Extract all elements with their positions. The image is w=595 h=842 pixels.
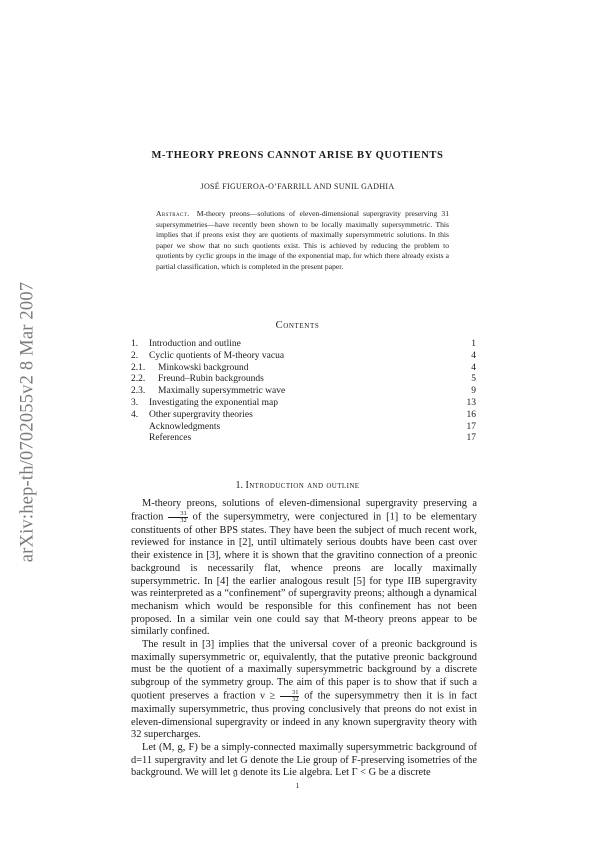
toc-entry[interactable] [131, 351, 476, 363]
toc-entry-label: Freund–Rubin backgrounds [158, 374, 264, 385]
abstract [156, 209, 449, 273]
toc-entry[interactable] [131, 433, 476, 445]
toc-entry-number [131, 422, 149, 434]
toc-entry-page: 9 [471, 386, 476, 397]
paragraph [131, 639, 477, 742]
toc-entry-page: 16 [466, 409, 476, 420]
toc-entry-label: Acknowledgments [149, 421, 221, 432]
toc-entry-page: 4 [471, 362, 476, 373]
arxiv-id: arXiv:hep-th/0702055v2 8 Mar 2007 [17, 281, 38, 563]
section-heading [0, 480, 595, 491]
table-of-contents [131, 339, 476, 445]
toc-entry-page: 5 [471, 374, 476, 385]
toc-entry[interactable] [131, 339, 476, 351]
toc-entry-label: Minkowski background [158, 362, 249, 373]
toc-entry-number: 3. [131, 397, 139, 408]
toc-entry-page: 17 [466, 433, 476, 444]
paragraph-text: Let (M, g, F) be a simply-connected maximally supersymmetric background of d=11 supergravity and let G denote the Lie group of F-preserving isometries of the background. We will let 𝔤 denote its Lie algebra. Let Γ < G be a discrete [131, 741, 477, 779]
toc-entry-label: Cyclic quotients of M-theory vacua [149, 350, 285, 361]
arxiv-stamp [8, 262, 48, 582]
body-text [131, 498, 477, 780]
toc-entry-number: 2. [131, 350, 139, 361]
fraction-numerator: 31 [280, 690, 300, 698]
fraction-numerator: 31 [168, 511, 188, 519]
abstract-text: M-theory preons—solutions of eleven-dimensional supergravity preserving 31 supersymmetries—have recently been shown to be locally maximally supersymmetric. This implies that if preons exist they are quotients of maximally supersymmetric solutions. In this paper we show that no such quotients exist. This is achieved by reducing the problem to quotients by cyclic groups in the image of the exponential map, for which there already exists a partial classification, which is completed in the present paper. [156, 209, 449, 271]
toc-entry[interactable] [131, 374, 476, 386]
toc-entry-page: 17 [466, 421, 476, 432]
page-number: 1 [295, 781, 300, 790]
toc-entry-number: 2.2. [131, 374, 146, 385]
toc-entry[interactable] [131, 422, 476, 434]
fraction [168, 511, 188, 525]
paragraph-text: of the supersymmetry then it is in fact maximally supersymmetric, thus proving conclusively that preons do not exist in eleven-dimensional supergravity or indeed in any known supergravity theory with 32 supercharges. [131, 690, 477, 741]
toc-entry-label: References [149, 433, 192, 444]
toc-entry-page: 13 [466, 397, 476, 408]
contents-title: Contents [275, 320, 320, 331]
toc-entry-label: Maximally supersymmetric wave [158, 386, 286, 397]
toc-entry-number: 2.1. [131, 362, 146, 373]
section-title: Introduction and outline [245, 480, 360, 491]
paragraph [131, 498, 477, 639]
abstract-heading: Abstract. [156, 209, 190, 218]
toc-entry-number: 4. [131, 409, 139, 420]
toc-entry[interactable] [131, 410, 476, 422]
fraction [280, 690, 300, 704]
toc-entry-label: Introduction and outline [149, 339, 241, 349]
paragraph [131, 742, 477, 780]
paragraph-text: The result in [3] implies that the universal cover of a preonic background is maximally supersymmetric or, equivalently, that the putative preonic background must be the quotient of a maximally supersymmetric background by a discrete subgroup of the symmetry group. The aim of this paper is to show that if such a quotient preserves a fraction ν ≥ [131, 639, 477, 702]
toc-entry-number [131, 433, 149, 445]
toc-entry-label: Other supergravity theories [149, 409, 253, 420]
section-number: 1. [235, 480, 243, 491]
toc-entry[interactable] [131, 398, 476, 410]
paper-authors: JOSÉ FIGUEROA-O’FARRILL AND SUNIL GADHIA [200, 182, 395, 191]
toc-entry-label: Investigating the exponential map [149, 397, 279, 408]
toc-entry[interactable] [131, 386, 476, 398]
paper-title: M-THEORY PREONS CANNOT ARISE BY QUOTIENTS [151, 150, 444, 161]
paragraph-text: M-theory preons, solutions of eleven-dimensional supergravity preserving a fraction [131, 498, 477, 523]
paragraph-text: of the supersymmetry, were conjectured in [1] to be elementary constituents of other BPS states. They have been the subject of much recent work, reviewed for instance in [2], until ultimately serious doubts have been cast over their existence in [3], where it is shown that the gravitino connection of a preonic background is necessarily flat, whence preons are locally maximally supersymmetric. In [4] the earlier analogous result [5] for type IIB supergravity was reinterpreted as a “confinement” of supergravity preons; although a dynamical mechanism which would be responsible for this confinement has not been proposed. In a similar vein one could say that M-theory preons appear to be similarly confined. [131, 511, 477, 638]
fraction-denominator: 32 [291, 696, 299, 704]
toc-entry-page: 1 [471, 339, 476, 349]
fraction-denominator: 32 [180, 517, 187, 525]
toc-entry-number: 2.3. [131, 386, 146, 397]
toc-entry-number: 1. [131, 339, 139, 349]
toc-entry-page: 4 [471, 350, 476, 361]
toc-entry[interactable] [131, 363, 476, 375]
